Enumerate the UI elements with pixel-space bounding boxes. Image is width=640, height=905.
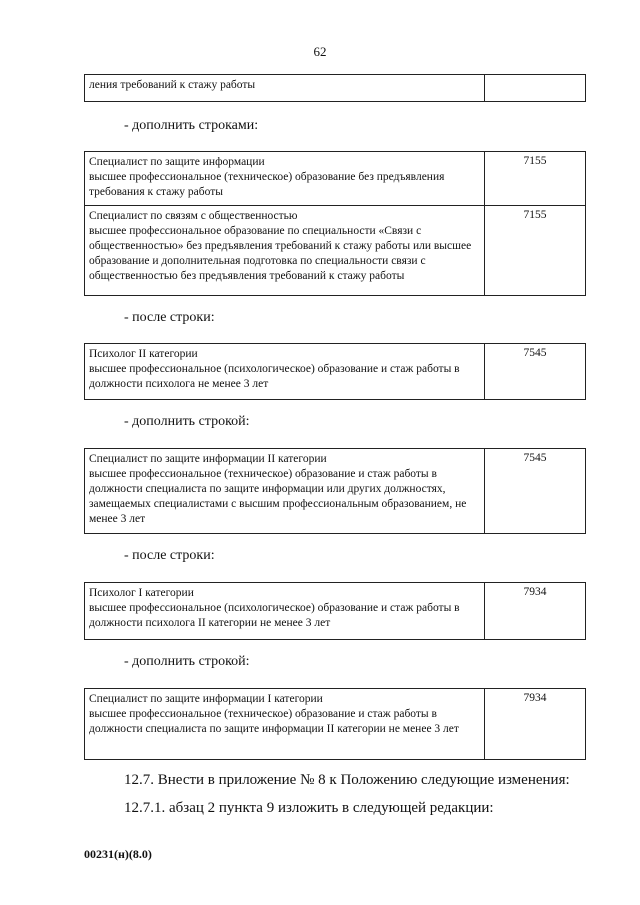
document-code: 00231(н)(8.0)	[84, 847, 152, 861]
table-row	[85, 152, 585, 205]
instruction: - дополнить строками:	[124, 118, 259, 133]
position-requirements: высшее профессиональное (техническое) образование без предъявления требования к стажу работы	[89, 171, 445, 198]
table-block-3	[84, 448, 586, 534]
position-code: 7934	[523, 586, 547, 598]
page-number: 62	[313, 44, 327, 59]
position-requirements: высшее профессиональное (техническое) образование и стаж работы в должности специалиста по защите информации II категории не менее 3 лет	[89, 708, 459, 735]
table-block-5	[84, 688, 586, 760]
table-block-1	[84, 151, 586, 296]
instruction: - дополнить строкой:	[124, 654, 250, 669]
row-code	[485, 75, 585, 101]
position-requirements: высшее профессиональное (психологическое) образование и стаж работы в должности психолога не менее 3 лет	[89, 363, 460, 390]
position-requirements: высшее профессиональное (техническое) образование и стаж работы в должности специалиста по защите информации или других должностях, замещаемых специалистами с высшим профессиональным образованием, не менее 3 лет	[89, 468, 467, 525]
position-code: 7155	[523, 209, 547, 221]
position-title: Психолог I категории	[89, 587, 194, 599]
paragraph: 12.7.1. абзац 2 пункта 9 изложить в следующей редакции:	[124, 800, 494, 816]
row-text: ления требований к стажу работы	[85, 75, 485, 101]
instruction: - после строки:	[124, 548, 215, 563]
position-requirements: высшее профессиональное (психологическое) образование и стаж работы в должности психолога II категории не менее 3 лет	[89, 602, 460, 629]
paragraph: 12.7. Внести в приложение № 8 к Положению следующие изменения:	[124, 772, 570, 788]
position-code: 7545	[523, 347, 547, 359]
position-code: 7934	[523, 692, 547, 704]
position-title: Специалист по защите информации I категории	[89, 693, 323, 705]
position-title: Психолог II категории	[89, 348, 198, 360]
table-row	[85, 205, 585, 295]
position-requirements: высшее профессиональное образование по специальности «Связи с общественностью» без предъявления требований к стажу работы или высшее образование и дополнительная подготовка по специальности связи с общественностью без предъявления требований к стажу работы	[89, 225, 472, 282]
position-title: Специалист по защите информации II категории	[89, 453, 327, 465]
table-block-2	[84, 343, 586, 400]
position-code: 7545	[523, 452, 547, 464]
position-title: Специалист по защите информации	[89, 156, 265, 168]
position-title: Специалист по связям с общественностью	[89, 210, 298, 222]
instruction: - дополнить строкой:	[124, 414, 250, 429]
table-block-4	[84, 582, 586, 640]
position-code: 7155	[523, 155, 547, 167]
table-row-top	[84, 74, 586, 102]
instruction: - после строки:	[124, 310, 215, 325]
